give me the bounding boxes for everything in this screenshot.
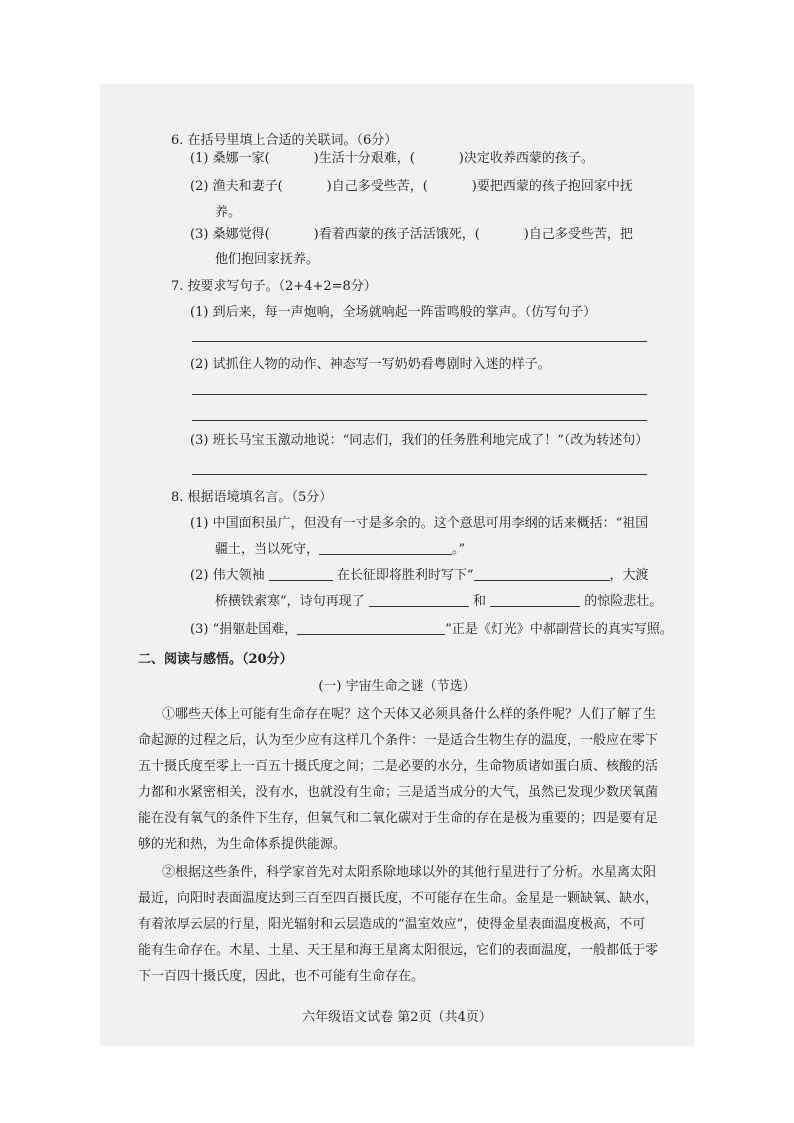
q7-item-2: (2) 试抓住人物的动作、神态写一写奶奶看粤剧时入迷的样子。 [190, 357, 551, 372]
fill-blank[interactable] [297, 620, 445, 635]
passage-title: (一) 宇宙生命之谜（节选） [318, 679, 476, 694]
q8-item-1: (1) 中国面积虽广，但没有一寸是多余的。这个意思可用李纲的话来概括：“祖国 [190, 516, 649, 531]
paragraph-1-line: 够的光和热，为生命体系提供能源。 [138, 837, 347, 852]
paragraph-2-line: 最近，向阳时表面温度达到三百至四百摄氏度，不可能存在生命。金星是一颗缺氧、缺水， [138, 891, 659, 906]
q8-item-3: (3) “捐躯赴国难， ”正是《灯光》中郝副营长的真实写照。 [190, 622, 673, 637]
q7-item-1: (1) 到后来，每一声炮响，全场就响起一阵雷鸣般的掌声。（仿写句子） [190, 305, 597, 320]
q6-item-2: (2) 渔夫和妻子( )自己多受些苦，( )要把西蒙的孩子抱回家中抚 [190, 179, 633, 194]
fill-blank[interactable] [474, 566, 610, 581]
q8-item-2: (2) 伟大领袖 在长征即将胜利时写下“ ，大渡 [190, 568, 649, 583]
exam-page [100, 84, 694, 1046]
fill-blank[interactable] [269, 566, 333, 581]
paragraph-1-line: 五十摄氏度至零上一百五十摄氏度之间；二是必要的水分，生命物质诸如蛋白质、核酸的活 [138, 759, 659, 774]
q8-item-2-cont: 桥横铁索寒”，诗句再现了 和 的惊险悲壮。 [215, 594, 663, 609]
fill-blank[interactable] [319, 540, 452, 555]
paragraph-1-line: 能在没有氧气的条件下生存，但氧气和二氧化碳对于生命的存在是极为重要的；四是要有足 [138, 811, 659, 826]
section-2-title: 二、阅读与感悟。（20分） [138, 652, 293, 667]
answer-line[interactable] [192, 474, 647, 475]
answer-line[interactable] [192, 341, 647, 342]
paragraph-2-line: 下一百四十摄氏度，因此，也不可能有生命存在。 [138, 969, 425, 984]
q6-item-1: (1) 桑娜一家( )生活十分艰难，( )决定收养西蒙的孩子。 [190, 151, 594, 166]
paragraph-1-line: 命起源的过程之后，认为至少应有这样几个条件：一是适合生物生存的温度，一般应在零下 [138, 733, 659, 748]
paragraph-1-line: ①哪些天体上可能有生命存在呢？这个天体又必须具备什么样的条件呢？人们了解了生 [162, 707, 657, 722]
answer-line[interactable] [192, 420, 647, 421]
q7-item-3: (3) 班长马宝玉激动地说：“同志们，我们的任务胜利地完成了！”（改为转述句） [190, 433, 649, 448]
q6-item-3: (3) 桑娜觉得( )看着西蒙的孩子活活饿死，( )自己多受些苦，把 [190, 227, 633, 242]
paragraph-2-line: ②根据这些条件，科学家首先对太阳系除地球以外的其他行星进行了分析。水星离太阳 [162, 865, 657, 880]
paragraph-2-line: 有着浓厚云层的行星，阳光辐射和云层造成的“温室效应”，使得金星表面温度极高，不可 [138, 917, 646, 932]
question-8-title: 8. 根据语境填名言。（5分） [171, 490, 333, 505]
answer-line[interactable] [192, 394, 647, 395]
paragraph-1-line: 力都和水紧密相关，没有水，也就没有生命；三是适当成分的大气，虽然已发现少数厌氧菌 [138, 785, 659, 800]
q6-item-2-cont: 养。 [215, 205, 242, 220]
q8-item-1-cont: 疆土，当以死守， 。” [215, 542, 466, 557]
q6-item-3-cont: 他们抱回家抚养。 [215, 252, 320, 267]
page-footer: 六年级语文试卷 第2页（共4页） [302, 1010, 492, 1025]
question-6-title: 6. 在括号里填上合适的关联词。（6分） [171, 133, 398, 148]
paragraph-2-line: 能有生命存在。木星、土星、天王星和海王星离太阳很远，它们的表面温度，一般都低于零 [138, 943, 659, 958]
fill-blank[interactable] [490, 592, 580, 607]
question-7-title: 7. 按要求写句子。（2+4+2=8分） [171, 279, 377, 294]
fill-blank[interactable] [369, 592, 469, 607]
